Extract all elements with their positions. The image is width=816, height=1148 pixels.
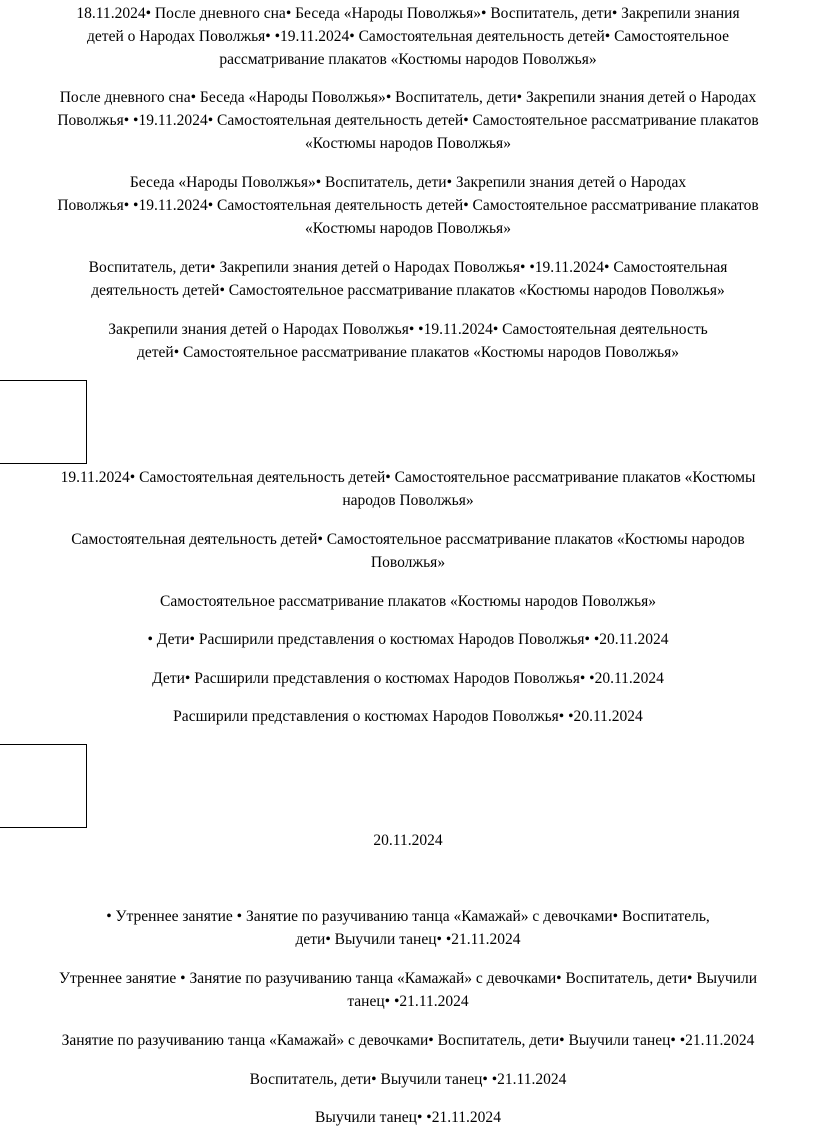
paragraph-16 — [0, 1068, 816, 1091]
text-line: Дети• Расширили представления о костюмах Народов Поволжья• •20.11.2024 — [152, 670, 664, 687]
paragraph-14 — [0, 967, 816, 1013]
text-line: Беседа «Народы Поволжья»• Воспитатель, дети• Закрепили знания детей о Народах — [129, 174, 687, 191]
text-line: детей о Народах Поволжья• •19.11.2024• Самостоятельная деятельность детей• Самостоятельное — [87, 28, 729, 45]
text-line: Закрепили знания детей о Народах Поволжья• •19.11.2024• Самостоятельная деятельность — [108, 321, 708, 338]
text-line: деятельность детей• Самостоятельное рассматривание плакатов «Костюмы народов Поволжья» — [91, 282, 725, 299]
text-line: рассматривание плакатов «Костюмы народов Поволжья» — [219, 51, 597, 68]
paragraph-9 — [0, 628, 816, 651]
text-line: танец• •21.11.2024 — [347, 993, 469, 1010]
text-line: 20.11.2024 — [373, 832, 443, 849]
paragraph-7 — [0, 528, 816, 574]
text-line: Расширили представления о костюмах Народов Поволжья• •20.11.2024 — [173, 708, 643, 725]
paragraph-5 — [0, 318, 816, 364]
paragraph-13 — [0, 905, 816, 951]
text-line: После дневного сна• Беседа «Народы Поволжья»• Воспитатель, дети• Закрепили знания детей о Народах — [59, 89, 757, 106]
text-line: • Утреннее занятие • Занятие по разучиванию танца «Камажай» с девочками• Воспитатель, — [106, 908, 710, 925]
empty-image-frame — [0, 380, 87, 464]
text-line: 18.11.2024• После дневного сна• Беседа «Народы Поволжья»• Воспитатель, дети• Закрепили знания — [76, 5, 740, 22]
text-line: Выучили танец• •21.11.2024 — [315, 1109, 501, 1126]
paragraph-2 — [0, 86, 816, 155]
paragraph-4 — [0, 256, 816, 302]
text-line: Самостоятельное рассматривание плакатов «Костюмы народов Поволжья» — [160, 593, 656, 610]
paragraph-15 — [0, 1029, 816, 1052]
text-line: 19.11.2024• Самостоятельная деятельность детей• Самостоятельное рассматривание плакатов «Костюмы — [60, 469, 756, 486]
text-line: дети• Выучили танец• •21.11.2024 — [295, 931, 521, 948]
text-line: Занятие по разучиванию танца «Камажай» с девочками• Воспитатель, дети• Выучили танец• •21.11.2024 — [61, 1032, 755, 1049]
text-line: «Костюмы народов Поволжья» — [305, 220, 511, 237]
text-line: Утреннее занятие • Занятие по разучиванию танца «Камажай» с девочками• Воспитатель, дети• Выучили — [58, 970, 757, 987]
text-line: • Дети• Расширили представления о костюмах Народов Поволжья• •20.11.2024 — [147, 631, 669, 648]
paragraph-10 — [0, 667, 816, 690]
text-line: Воспитатель, дети• Закрепили знания детей о Народах Поволжья• •19.11.2024• Самостоятельная — [88, 259, 728, 276]
paragraph-11 — [0, 705, 816, 728]
paragraph-1 — [0, 2, 816, 71]
paragraph-12 — [0, 829, 816, 852]
text-line: Самостоятельная деятельность детей• Самостоятельное рассматривание плакатов «Костюмы народов — [71, 531, 745, 548]
text-line: народов Поволжья» — [342, 492, 474, 509]
paragraph-17 — [0, 1106, 816, 1129]
text-line: Поволжья• •19.11.2024• Самостоятельная деятельность детей• Самостоятельное рассматривание плакатов — [57, 112, 759, 129]
text-line: Поволжья• •19.11.2024• Самостоятельная деятельность детей• Самостоятельное рассматривание плакатов — [57, 197, 759, 214]
empty-image-frame — [0, 744, 87, 828]
paragraph-8 — [0, 590, 816, 613]
paragraph-3 — [0, 171, 816, 240]
text-line: Поволжья» — [370, 554, 446, 571]
paragraph-6 — [0, 466, 816, 512]
text-line: детей• Самостоятельное рассматривание плакатов «Костюмы народов Поволжья» — [136, 344, 680, 361]
text-line: «Костюмы народов Поволжья» — [305, 135, 511, 152]
text-line: Воспитатель, дети• Выучили танец• •21.11.2024 — [249, 1071, 567, 1088]
